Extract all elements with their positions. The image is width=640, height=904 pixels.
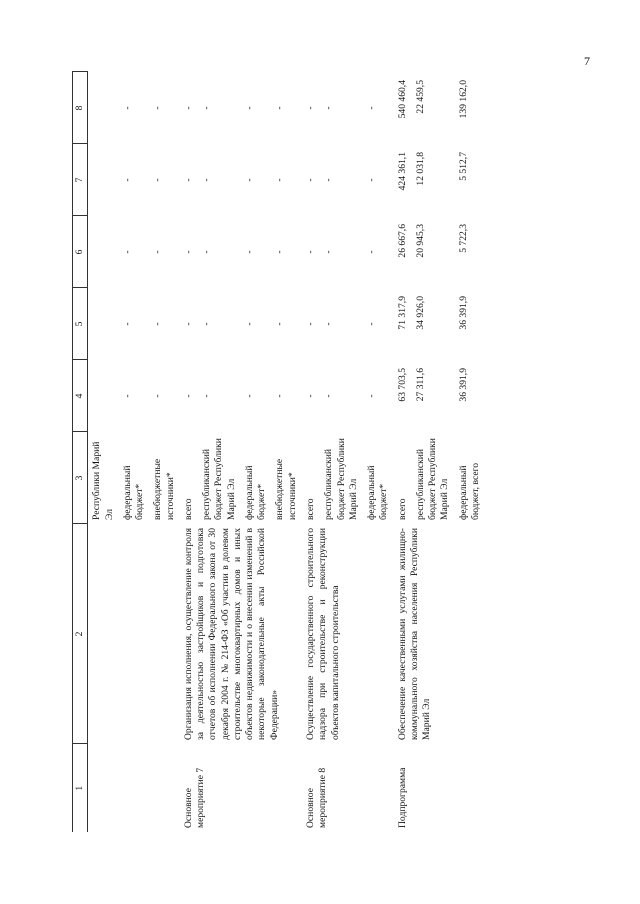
- source-label: федеральный бюджет*: [366, 465, 390, 520]
- activity-name: Основное мероприятие 8: [304, 767, 329, 828]
- col-number: 1: [73, 744, 88, 832]
- budget-table: [72, 72, 485, 833]
- value-cell: -: [304, 250, 316, 254]
- value-cell: -: [121, 250, 133, 254]
- source-label: внебюджетные источники*: [274, 458, 298, 520]
- source-label: внебюджетные источники*: [152, 458, 176, 520]
- value-cell: 139 162,0: [457, 80, 469, 119]
- value-cell: 22 459,5: [414, 80, 426, 114]
- col-number: 5: [73, 288, 88, 360]
- value-cell: -: [201, 250, 213, 254]
- value-cell: 36 391,9: [457, 296, 469, 330]
- value-cell: -: [243, 322, 255, 326]
- value-cell: 424 361,1: [396, 152, 408, 191]
- table-row: [302, 72, 320, 832]
- activity-name: Основное мероприятие 7: [182, 767, 207, 828]
- value-cell: -: [201, 106, 213, 110]
- rotated-table-page: [72, 72, 552, 832]
- source-label: всего: [304, 498, 316, 520]
- source-label: Республики Марий Эл: [91, 441, 115, 520]
- col-number: 6: [73, 216, 88, 288]
- source-label: всего: [396, 498, 408, 520]
- value-cell: -: [274, 394, 286, 398]
- value-cell: -: [304, 322, 316, 326]
- value-cell: -: [121, 106, 133, 110]
- value-cell: -: [323, 394, 335, 398]
- value-cell: -: [366, 322, 378, 326]
- value-cell: -: [243, 394, 255, 398]
- col-number: 3: [73, 432, 88, 524]
- value-cell: -: [182, 250, 194, 254]
- value-cell: 12 031,8: [414, 152, 426, 186]
- value-cell: -: [366, 106, 378, 110]
- activity-description: Организация исполнения, осуществление контроля за деятельностью застройщиков и подготовка отчетов об исполнении Федерального закона от 30 декабря 2004 г. № 214-ФЗ «Об участии в долевом строительстве многоквартирных домов и иных объектов недвижимости и о внесении изменений в некоторые законодательные акты Российской Федерации»: [182, 528, 280, 740]
- value-cell: -: [152, 250, 164, 254]
- source-label: федеральный бюджет*: [121, 465, 146, 520]
- value-cell: -: [323, 322, 335, 326]
- source-label: республиканский бюджет Республики Марий Эл: [323, 438, 359, 520]
- value-cell: -: [304, 106, 316, 110]
- value-cell: -: [152, 106, 164, 110]
- value-cell: 36 391,9: [457, 368, 469, 402]
- table-row: [88, 72, 119, 832]
- value-cell: -: [201, 322, 213, 326]
- page-number: 7: [584, 54, 590, 68]
- value-cell: -: [201, 178, 213, 182]
- value-cell: -: [274, 106, 286, 110]
- value-cell: -: [121, 178, 133, 182]
- value-cell: -: [152, 394, 164, 398]
- value-cell: -: [182, 178, 194, 182]
- value-cell: -: [366, 250, 378, 254]
- value-cell: -: [201, 394, 213, 398]
- table-row: [180, 72, 198, 832]
- value-cell: -: [121, 394, 133, 398]
- value-cell: -: [323, 178, 335, 182]
- source-label: республиканский бюджет Республики Марий Эл: [201, 438, 237, 520]
- source-label: федеральный бюджет, всего: [457, 462, 481, 520]
- value-cell: -: [152, 322, 164, 326]
- value-cell: -: [274, 250, 286, 254]
- col-number: 7: [73, 144, 88, 216]
- value-cell: -: [304, 394, 316, 398]
- value-cell: 26 667,6: [396, 224, 408, 258]
- col-number: 2: [73, 524, 88, 744]
- value-cell: -: [182, 106, 194, 110]
- activity-description: Осуществление государственного строительного надзора при строительстве и реконструкции объектов капитального строительства: [304, 528, 341, 740]
- value-cell: 34 926,0: [414, 296, 426, 330]
- source-label: всего: [182, 498, 194, 520]
- value-cell: -: [243, 106, 255, 110]
- value-cell: -: [182, 322, 194, 326]
- value-cell: 5 512,7: [457, 152, 469, 181]
- activity-name: Подпрограмма: [396, 767, 408, 828]
- col-number: 4: [73, 360, 88, 432]
- value-cell: -: [152, 178, 164, 182]
- col-number: 8: [73, 72, 88, 144]
- activity-description: Обеспечение качественными услугами жилищно-коммунального хозяйства населения Республики Марий Эл: [396, 528, 433, 740]
- value-cell: -: [274, 178, 286, 182]
- value-cell: -: [366, 178, 378, 182]
- value-cell: -: [366, 394, 378, 398]
- value-cell: 20 945,3: [414, 224, 426, 258]
- source-label: федеральный бюджет*: [243, 465, 268, 520]
- value-cell: -: [243, 250, 255, 254]
- value-cell: 27 311,6: [414, 368, 426, 402]
- value-cell: -: [243, 178, 255, 182]
- table-row: [394, 72, 412, 832]
- value-cell: 71 317,9: [396, 296, 408, 330]
- value-cell: 540 460,4: [396, 80, 408, 119]
- value-cell: 63 703,5: [396, 368, 408, 402]
- value-cell: -: [274, 322, 286, 326]
- column-number-row: [73, 72, 88, 832]
- value-cell: -: [323, 106, 335, 110]
- value-cell: -: [182, 394, 194, 398]
- value-cell: -: [304, 178, 316, 182]
- value-cell: 5 722,3: [457, 224, 469, 253]
- value-cell: -: [323, 250, 335, 254]
- value-cell: -: [121, 322, 133, 326]
- source-label: республиканский бюджет Республики Марий Эл: [414, 438, 451, 520]
